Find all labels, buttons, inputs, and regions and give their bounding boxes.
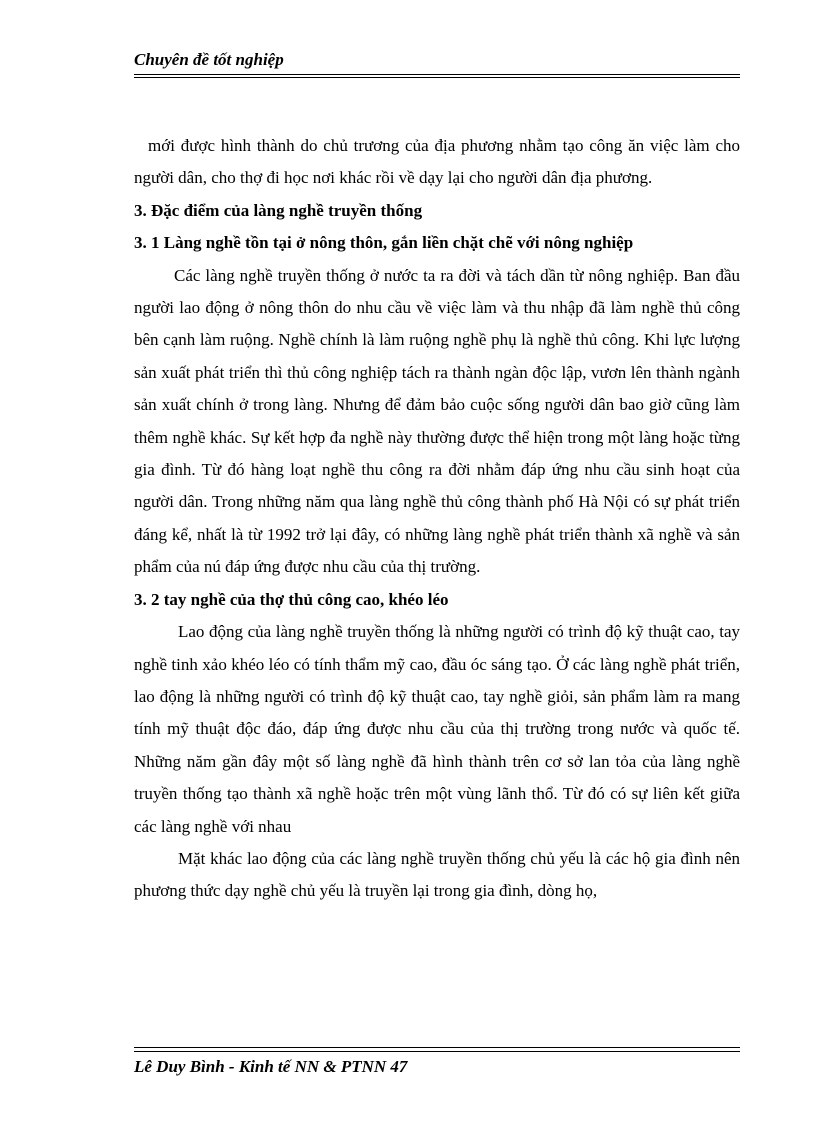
section-heading-3-2: 3. 2 tay nghề của thợ thủ công cao, khéo léo	[134, 589, 449, 609]
header-rule	[134, 77, 740, 78]
paragraph-3-1: Các làng nghề truyền thống ở nước ta ra đời và tách dần từ nông nghiệp. Ban đầu người lao động ở nông thôn do nhu cầu về việc làm và thu nhập đã làm nghề thủ công bên cạnh làm ruộng. Nghề chính là làm ruộng nghề phụ là nghề thủ công. Khi lực lượng sản xuất phát triển thì thủ công nghiệp tách ra thành ngàn độc lập, vươn lên thành ngành sản xuất chính ở trong làng. Nhưng để đảm bảo cuộc sống người dân bao giờ cũng làm thêm nghề khác. Sự kết hợp đa nghề này thường được thể hiện trong một làng hoặc từng gia đình. Từ đó hàng loạt nghề thu công ra đời nhằm đáp ứng nhu cầu sinh hoạt của người dân. Trong những năm qua làng nghề thủ công thành phố Hà Nội có sự phát triển đáng kể, nhất là từ 1992 trở lại đây, có những làng nghề phát triển thành xã nghề và sản phẩm của nú đáp ứng được nhu cầu của thị trường.	[134, 265, 740, 577]
section-heading-3: 3. Đặc điểm của làng nghề truyền thống	[134, 200, 423, 220]
page-footer	[134, 1047, 740, 1078]
footer-author: Lê Duy Bình - Kinh tế NN & PTNN 47	[134, 1057, 408, 1076]
paragraph-3-2b: Mặt khác lao động của các làng nghề truyền thống chủ yếu là các hộ gia đình nên phương thức dạy nghề chủ yếu là truyền lại trong gia đình, dòng họ,	[134, 848, 740, 901]
page-header	[134, 48, 740, 75]
paragraph-3-2a: Lao động của làng nghề truyền thống là những người có trình độ kỹ thuật cao, tay nghề tinh xảo khéo léo có tính thẩm mỹ cao, đầu óc sáng tạo. Ở các làng nghề phát triển, lao động là những người có trình độ kỹ thuật cao, tay nghề giỏi, sản phẩm làm ra mang tính mỹ thuật độc đáo, đáp ứng được nhu cầu của thị trường trong nước và quốc tế. Những năm gần đây một số làng nghề đã hình thành trên cơ sở lan tỏa của làng nghề truyền thống tạo thành xã nghề hoặc trên một vùng lãnh thổ. Từ đó có sự liên kết giữa các làng nghề với nhau	[134, 622, 740, 836]
intro-paragraph: mới được hình thành do chủ trương của địa phương nhằm tạo công ăn việc làm cho người dân, cho thợ đi học nơi khác rồi về dạy lại cho người dân địa phương.	[134, 136, 740, 188]
header-title: Chuyên đề tốt nghiệp	[134, 50, 284, 69]
footer-rule	[134, 1047, 740, 1052]
section-heading-3-1: 3. 1 Làng nghề tồn tại ở nông thôn, gắn liền chặt chẽ với nông nghiệp	[134, 233, 634, 253]
page-content	[134, 130, 740, 908]
